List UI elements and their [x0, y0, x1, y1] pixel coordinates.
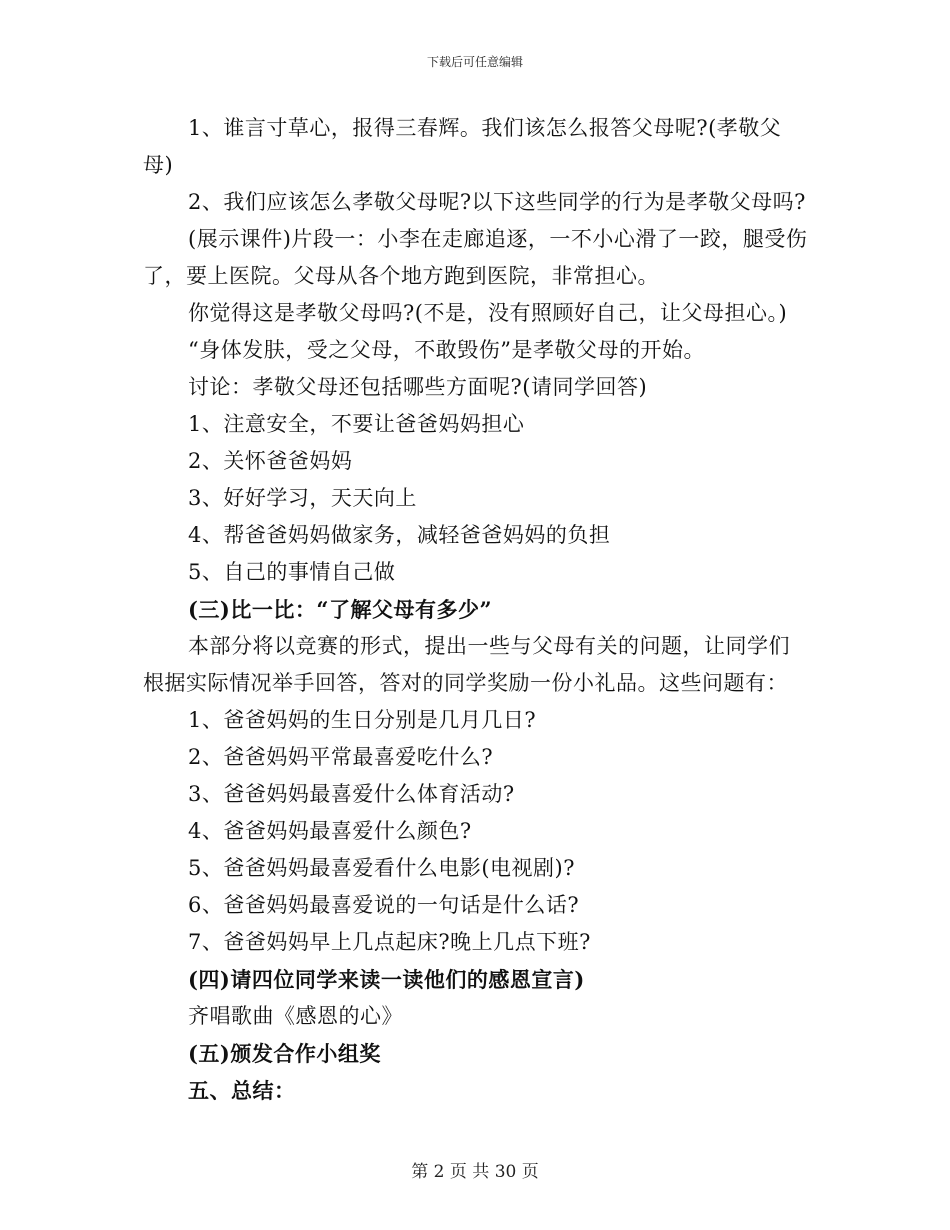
page-number-footer: 第 2 页 共 30 页 — [411, 1162, 539, 1182]
paragraph: 2、我们应该怎么孝敬父母呢?以下这些同学的行为是孝敬父母吗? — [188, 190, 806, 214]
section-heading: (五)颁发合作小组奖 — [188, 1041, 381, 1066]
paragraph: 本部分将以竞赛的形式，提出一些与父母有关的问题，让同学们根据实际情况举手回答，答对的同学奖励一份小礼品。这些问题有： — [143, 634, 790, 695]
paragraph: 7、爸爸妈妈早上几点起床?晚上几点下班? — [188, 930, 591, 954]
paragraph: 你觉得这是孝敬父母吗?(不是，没有照顾好自己，让父母担心。) — [188, 301, 788, 325]
section-heading: 五、总结： — [188, 1078, 296, 1103]
paragraph: “身体发肤，受之父母，不敢毁伤”是孝敬父母的开始。 — [188, 338, 705, 362]
paragraph: 3、好好学习，天天向上 — [188, 486, 417, 510]
paragraph: 1、注意安全，不要让爸爸妈妈担心 — [188, 412, 525, 436]
section-heading: (四)请四位同学来读一读他们的感恩宣言) — [188, 967, 585, 992]
paragraph: 齐唱歌曲《感恩的心》 — [188, 1004, 403, 1028]
paragraph: 5、爸爸妈妈最喜爱看什么电影(电视剧)? — [188, 856, 576, 880]
paragraph: 3、爸爸妈妈最喜爱什么体育活动? — [188, 782, 515, 806]
paragraph: 1、谁言寸草心，报得三春辉。我们该怎么报答父母呢?(孝敬父母) — [143, 116, 782, 177]
section-heading: (三)比一比：“了解父母有多少” — [188, 597, 493, 622]
page-header: 下载后可任意编辑 — [426, 55, 523, 69]
paragraph: 6、爸爸妈妈最喜爱说的一句话是什么话? — [188, 893, 580, 917]
paragraph: 5、自己的事情自己做 — [188, 560, 396, 584]
paragraph: 1、爸爸妈妈的生日分别是几月几日? — [188, 708, 537, 732]
document-body — [143, 110, 811, 1109]
paragraph: (展示课件)片段一：小李在走廊追逐，一不小心滑了一跤，腿受伤了，要上医院。父母从各个地方跑到医院，非常担心。 — [143, 227, 808, 288]
paragraph: 2、关怀爸爸妈妈 — [188, 449, 353, 473]
paragraph: 4、爸爸妈妈最喜爱什么颜色? — [188, 819, 472, 843]
paragraph: 讨论：孝敬父母还包括哪些方面呢?(请同学回答) — [188, 375, 648, 399]
paragraph: 4、帮爸爸妈妈做家务，减轻爸爸妈妈的负担 — [188, 523, 611, 547]
paragraph: 2、爸爸妈妈平常最喜爱吃什么? — [188, 745, 494, 769]
